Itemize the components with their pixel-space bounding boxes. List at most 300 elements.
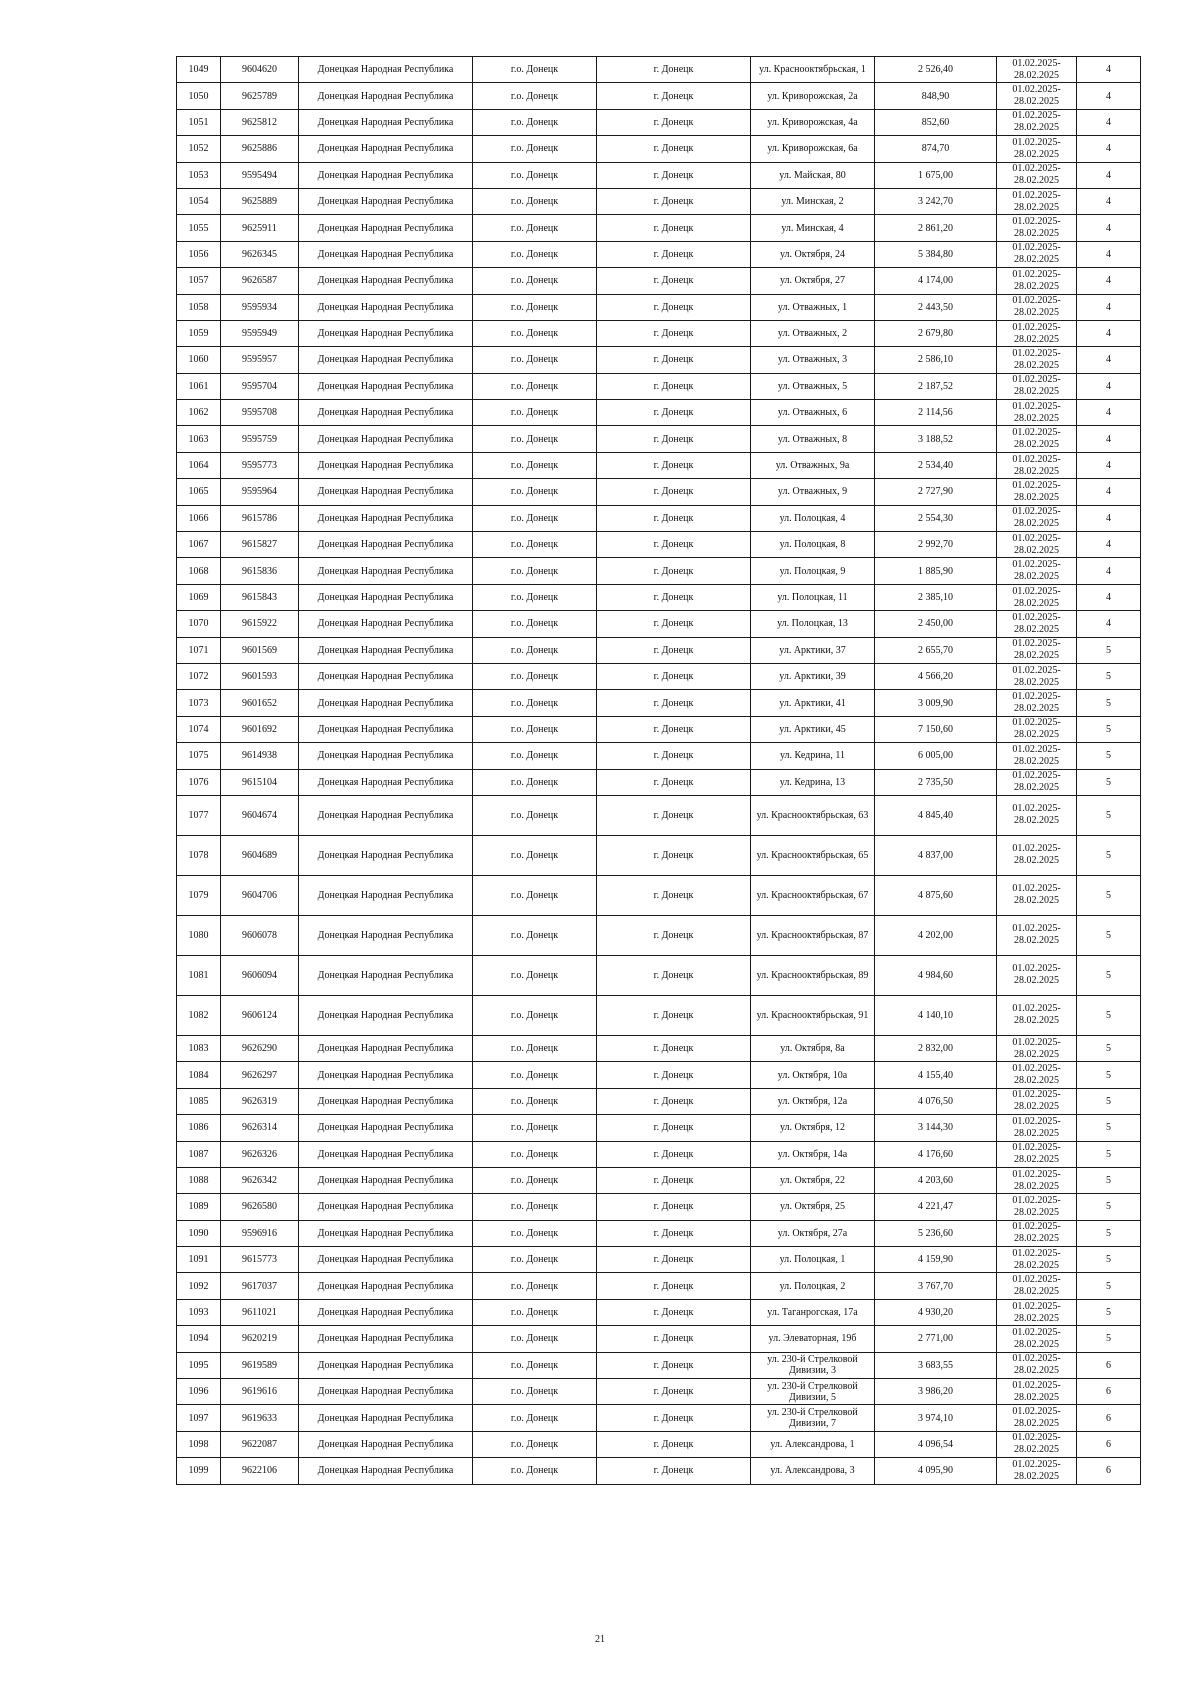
object-id-cell: 9620219 — [221, 1326, 299, 1352]
city-cell: г. Донецк — [597, 1141, 751, 1167]
city-cell: г. Донецк — [597, 1405, 751, 1431]
area-cell: 4 176,60 — [875, 1141, 997, 1167]
area-cell: 2 735,50 — [875, 769, 997, 795]
object-id-cell: 9626326 — [221, 1141, 299, 1167]
area-cell: 3 683,55 — [875, 1352, 997, 1378]
region-cell: Донецкая Народная Республика — [299, 505, 473, 531]
area-cell: 874,70 — [875, 136, 997, 162]
area-cell: 6 005,00 — [875, 743, 997, 769]
table-row — [177, 1431, 1141, 1457]
period-cell: 01.02.2025-28.02.2025 — [997, 1035, 1077, 1061]
row-number-cell: 1091 — [177, 1247, 221, 1273]
region-cell: Донецкая Народная Республика — [299, 743, 473, 769]
object-id-cell: 9606078 — [221, 915, 299, 955]
city-cell: г. Донецк — [597, 716, 751, 742]
row-number-cell: 1083 — [177, 1035, 221, 1061]
group-cell: 4 — [1077, 109, 1141, 135]
row-number-cell: 1062 — [177, 400, 221, 426]
district-cell: г.о. Донецк — [473, 558, 597, 584]
group-cell: 4 — [1077, 83, 1141, 109]
period-cell: 01.02.2025-28.02.2025 — [997, 995, 1077, 1035]
city-cell: г. Донецк — [597, 162, 751, 188]
period-cell: 01.02.2025-28.02.2025 — [997, 716, 1077, 742]
district-cell: г.о. Донецк — [473, 294, 597, 320]
city-cell: г. Донецк — [597, 795, 751, 835]
address-cell: ул. Октября, 25 — [751, 1194, 875, 1220]
object-id-cell: 9595708 — [221, 400, 299, 426]
address-cell: ул. Октября, 12 — [751, 1115, 875, 1141]
period-cell: 01.02.2025-28.02.2025 — [997, 426, 1077, 452]
row-number-cell: 1099 — [177, 1458, 221, 1484]
table-row — [177, 1379, 1141, 1405]
district-cell: г.о. Донецк — [473, 268, 597, 294]
district-cell: г.о. Донецк — [473, 532, 597, 558]
district-cell: г.о. Донецк — [473, 83, 597, 109]
row-number-cell: 1087 — [177, 1141, 221, 1167]
region-cell: Донецкая Народная Республика — [299, 1035, 473, 1061]
district-cell: г.о. Донецк — [473, 637, 597, 663]
area-cell: 2 187,52 — [875, 373, 997, 399]
region-cell: Донецкая Народная Республика — [299, 215, 473, 241]
address-cell: ул. Краснооктябрьская, 67 — [751, 875, 875, 915]
address-cell: ул. Октября, 24 — [751, 241, 875, 267]
region-cell: Донецкая Народная Республика — [299, 1352, 473, 1378]
register-table — [176, 56, 1141, 1485]
city-cell: г. Донецк — [597, 875, 751, 915]
table-row — [177, 835, 1141, 875]
period-cell: 01.02.2025-28.02.2025 — [997, 611, 1077, 637]
object-id-cell: 9626345 — [221, 241, 299, 267]
group-cell: 4 — [1077, 584, 1141, 610]
area-cell: 2 385,10 — [875, 584, 997, 610]
area-cell: 3 986,20 — [875, 1379, 997, 1405]
district-cell: г.о. Донецк — [473, 136, 597, 162]
region-cell: Донецкая Народная Республика — [299, 347, 473, 373]
city-cell: г. Донецк — [597, 1167, 751, 1193]
area-cell: 2 443,50 — [875, 294, 997, 320]
period-cell: 01.02.2025-28.02.2025 — [997, 1247, 1077, 1273]
region-cell: Донецкая Народная Республика — [299, 83, 473, 109]
city-cell: г. Донецк — [597, 1062, 751, 1088]
row-number-cell: 1081 — [177, 955, 221, 995]
city-cell: г. Донецк — [597, 743, 751, 769]
page-number: 21 — [595, 1634, 605, 1645]
city-cell: г. Донецк — [597, 1273, 751, 1299]
region-cell: Донецкая Народная Республика — [299, 426, 473, 452]
table-row — [177, 716, 1141, 742]
area-cell: 848,90 — [875, 83, 997, 109]
district-cell: г.о. Донецк — [473, 955, 597, 995]
object-id-cell: 9615104 — [221, 769, 299, 795]
table-row — [177, 584, 1141, 610]
area-cell: 3 767,70 — [875, 1273, 997, 1299]
object-id-cell: 9596916 — [221, 1220, 299, 1246]
city-cell: г. Донецк — [597, 1431, 751, 1457]
row-number-cell: 1055 — [177, 215, 221, 241]
address-cell: ул. Отважных, 1 — [751, 294, 875, 320]
table-row — [177, 1141, 1141, 1167]
table-row — [177, 162, 1141, 188]
district-cell: г.о. Донецк — [473, 109, 597, 135]
row-number-cell: 1064 — [177, 452, 221, 478]
object-id-cell: 9615827 — [221, 532, 299, 558]
object-id-cell: 9625789 — [221, 83, 299, 109]
object-id-cell: 9595934 — [221, 294, 299, 320]
table-row — [177, 83, 1141, 109]
table-row — [177, 690, 1141, 716]
area-cell: 3 974,10 — [875, 1405, 997, 1431]
group-cell: 5 — [1077, 995, 1141, 1035]
period-cell: 01.02.2025-28.02.2025 — [997, 188, 1077, 214]
district-cell: г.о. Донецк — [473, 320, 597, 346]
row-number-cell: 1061 — [177, 373, 221, 399]
area-cell: 7 150,60 — [875, 716, 997, 742]
row-number-cell: 1059 — [177, 320, 221, 346]
region-cell: Донецкая Народная Республика — [299, 479, 473, 505]
row-number-cell: 1075 — [177, 743, 221, 769]
table-row — [177, 347, 1141, 373]
period-cell: 01.02.2025-28.02.2025 — [997, 109, 1077, 135]
row-number-cell: 1049 — [177, 57, 221, 83]
group-cell: 5 — [1077, 915, 1141, 955]
object-id-cell: 9606124 — [221, 995, 299, 1035]
city-cell: г. Донецк — [597, 663, 751, 689]
address-cell: ул. Арктики, 39 — [751, 663, 875, 689]
row-number-cell: 1060 — [177, 347, 221, 373]
table-row — [177, 995, 1141, 1035]
group-cell: 5 — [1077, 1247, 1141, 1273]
group-cell: 4 — [1077, 426, 1141, 452]
address-cell: ул. Полоцкая, 8 — [751, 532, 875, 558]
table-row — [177, 637, 1141, 663]
period-cell: 01.02.2025-28.02.2025 — [997, 1326, 1077, 1352]
row-number-cell: 1080 — [177, 915, 221, 955]
table-row — [177, 109, 1141, 135]
table-row — [177, 955, 1141, 995]
group-cell: 6 — [1077, 1458, 1141, 1484]
group-cell: 4 — [1077, 505, 1141, 531]
city-cell: г. Донецк — [597, 558, 751, 584]
object-id-cell: 9595964 — [221, 479, 299, 505]
table-row — [177, 320, 1141, 346]
address-cell: ул. Отважных, 6 — [751, 400, 875, 426]
district-cell: г.о. Донецк — [473, 400, 597, 426]
period-cell: 01.02.2025-28.02.2025 — [997, 1194, 1077, 1220]
object-id-cell: 9604620 — [221, 57, 299, 83]
region-cell: Донецкая Народная Республика — [299, 1273, 473, 1299]
district-cell: г.о. Донецк — [473, 1458, 597, 1484]
group-cell: 4 — [1077, 294, 1141, 320]
group-cell: 5 — [1077, 716, 1141, 742]
city-cell: г. Донецк — [597, 400, 751, 426]
region-cell: Донецкая Народная Республика — [299, 452, 473, 478]
period-cell: 01.02.2025-28.02.2025 — [997, 479, 1077, 505]
area-cell: 4 566,20 — [875, 663, 997, 689]
row-number-cell: 1054 — [177, 188, 221, 214]
district-cell: г.о. Донецк — [473, 915, 597, 955]
object-id-cell: 9595773 — [221, 452, 299, 478]
group-cell: 5 — [1077, 1220, 1141, 1246]
region-cell: Донецкая Народная Республика — [299, 1062, 473, 1088]
period-cell: 01.02.2025-28.02.2025 — [997, 1088, 1077, 1114]
row-number-cell: 1093 — [177, 1299, 221, 1325]
address-cell: ул. Александрова, 3 — [751, 1458, 875, 1484]
city-cell: г. Донецк — [597, 1035, 751, 1061]
row-number-cell: 1051 — [177, 109, 221, 135]
table-row — [177, 57, 1141, 83]
area-cell: 4 984,60 — [875, 955, 997, 995]
table-row — [177, 400, 1141, 426]
address-cell: ул. Полоцкая, 13 — [751, 611, 875, 637]
object-id-cell: 9622087 — [221, 1431, 299, 1457]
period-cell: 01.02.2025-28.02.2025 — [997, 875, 1077, 915]
area-cell: 4 159,90 — [875, 1247, 997, 1273]
table-row — [177, 915, 1141, 955]
group-cell: 5 — [1077, 1088, 1141, 1114]
area-cell: 4 875,60 — [875, 875, 997, 915]
table-row — [177, 1299, 1141, 1325]
address-cell: ул. Октября, 27 — [751, 268, 875, 294]
city-cell: г. Донецк — [597, 57, 751, 83]
region-cell: Донецкая Народная Республика — [299, 769, 473, 795]
group-cell: 4 — [1077, 188, 1141, 214]
city-cell: г. Донецк — [597, 995, 751, 1035]
group-cell: 4 — [1077, 136, 1141, 162]
city-cell: г. Донецк — [597, 83, 751, 109]
period-cell: 01.02.2025-28.02.2025 — [997, 57, 1077, 83]
group-cell: 4 — [1077, 373, 1141, 399]
area-cell: 2 450,00 — [875, 611, 997, 637]
row-number-cell: 1094 — [177, 1326, 221, 1352]
object-id-cell: 9614938 — [221, 743, 299, 769]
city-cell: г. Донецк — [597, 835, 751, 875]
table-row — [177, 188, 1141, 214]
group-cell: 5 — [1077, 663, 1141, 689]
object-id-cell: 9604689 — [221, 835, 299, 875]
group-cell: 4 — [1077, 452, 1141, 478]
group-cell: 4 — [1077, 558, 1141, 584]
table-row — [177, 1062, 1141, 1088]
row-number-cell: 1079 — [177, 875, 221, 915]
district-cell: г.о. Донецк — [473, 716, 597, 742]
address-cell: ул. Краснооктябрьская, 89 — [751, 955, 875, 995]
group-cell: 6 — [1077, 1405, 1141, 1431]
table-row — [177, 1458, 1141, 1484]
period-cell: 01.02.2025-28.02.2025 — [997, 690, 1077, 716]
address-cell: ул. Полоцкая, 1 — [751, 1247, 875, 1273]
city-cell: г. Донецк — [597, 915, 751, 955]
table-row — [177, 611, 1141, 637]
area-cell: 4 076,50 — [875, 1088, 997, 1114]
row-number-cell: 1092 — [177, 1273, 221, 1299]
area-cell: 2 771,00 — [875, 1326, 997, 1352]
city-cell: г. Донецк — [597, 241, 751, 267]
object-id-cell: 9604674 — [221, 795, 299, 835]
city-cell: г. Донецк — [597, 1352, 751, 1378]
area-cell: 4 174,00 — [875, 268, 997, 294]
address-cell: ул. Отважных, 5 — [751, 373, 875, 399]
row-number-cell: 1069 — [177, 584, 221, 610]
period-cell: 01.02.2025-28.02.2025 — [997, 294, 1077, 320]
area-cell: 2 727,90 — [875, 479, 997, 505]
object-id-cell: 9619616 — [221, 1379, 299, 1405]
city-cell: г. Донецк — [597, 690, 751, 716]
object-id-cell: 9615786 — [221, 505, 299, 531]
period-cell: 01.02.2025-28.02.2025 — [997, 835, 1077, 875]
group-cell: 5 — [1077, 690, 1141, 716]
district-cell: г.о. Донецк — [473, 835, 597, 875]
address-cell: ул. Таганрогская, 17а — [751, 1299, 875, 1325]
address-cell: ул. Краснооктябрьская, 91 — [751, 995, 875, 1035]
group-cell: 6 — [1077, 1431, 1141, 1457]
region-cell: Донецкая Народная Республика — [299, 1194, 473, 1220]
district-cell: г.о. Донецк — [473, 1141, 597, 1167]
row-number-cell: 1090 — [177, 1220, 221, 1246]
city-cell: г. Донецк — [597, 769, 751, 795]
period-cell: 01.02.2025-28.02.2025 — [997, 1458, 1077, 1484]
region-cell: Донецкая Народная Республика — [299, 136, 473, 162]
area-cell: 2 992,70 — [875, 532, 997, 558]
address-cell: ул. Майская, 80 — [751, 162, 875, 188]
group-cell: 5 — [1077, 1115, 1141, 1141]
period-cell: 01.02.2025-28.02.2025 — [997, 1062, 1077, 1088]
period-cell: 01.02.2025-28.02.2025 — [997, 743, 1077, 769]
group-cell: 5 — [1077, 1035, 1141, 1061]
group-cell: 4 — [1077, 320, 1141, 346]
region-cell: Донецкая Народная Республика — [299, 558, 473, 584]
row-number-cell: 1097 — [177, 1405, 221, 1431]
table-row — [177, 1088, 1141, 1114]
city-cell: г. Донецк — [597, 215, 751, 241]
region-cell: Донецкая Народная Республика — [299, 995, 473, 1035]
object-id-cell: 9601692 — [221, 716, 299, 742]
region-cell: Донецкая Народная Республика — [299, 188, 473, 214]
district-cell: г.о. Донецк — [473, 611, 597, 637]
group-cell: 5 — [1077, 1194, 1141, 1220]
group-cell: 5 — [1077, 637, 1141, 663]
address-cell: ул. Арктики, 41 — [751, 690, 875, 716]
city-cell: г. Донецк — [597, 1115, 751, 1141]
area-cell: 4 155,40 — [875, 1062, 997, 1088]
address-cell: ул. Краснооктябрьская, 65 — [751, 835, 875, 875]
table-row — [177, 241, 1141, 267]
object-id-cell: 9604706 — [221, 875, 299, 915]
table-row — [177, 136, 1141, 162]
row-number-cell: 1065 — [177, 479, 221, 505]
row-number-cell: 1050 — [177, 83, 221, 109]
city-cell: г. Донецк — [597, 320, 751, 346]
table-row — [177, 294, 1141, 320]
group-cell: 4 — [1077, 162, 1141, 188]
object-id-cell: 9615773 — [221, 1247, 299, 1273]
table-row — [177, 1167, 1141, 1193]
region-cell: Донецкая Народная Республика — [299, 1299, 473, 1325]
table-row — [177, 795, 1141, 835]
object-id-cell: 9626342 — [221, 1167, 299, 1193]
region-cell: Донецкая Народная Республика — [299, 162, 473, 188]
city-cell: г. Донецк — [597, 452, 751, 478]
group-cell: 4 — [1077, 215, 1141, 241]
object-id-cell: 9601652 — [221, 690, 299, 716]
object-id-cell: 9626587 — [221, 268, 299, 294]
region-cell: Донецкая Народная Республика — [299, 637, 473, 663]
area-cell: 4 221,47 — [875, 1194, 997, 1220]
city-cell: г. Донецк — [597, 1247, 751, 1273]
district-cell: г.о. Донецк — [473, 1273, 597, 1299]
period-cell: 01.02.2025-28.02.2025 — [997, 268, 1077, 294]
district-cell: г.о. Донецк — [473, 743, 597, 769]
region-cell: Донецкая Народная Республика — [299, 294, 473, 320]
table-row — [177, 1194, 1141, 1220]
table-row — [177, 1247, 1141, 1273]
district-cell: г.о. Донецк — [473, 663, 597, 689]
district-cell: г.о. Донецк — [473, 584, 597, 610]
address-cell: ул. Кедрина, 11 — [751, 743, 875, 769]
row-number-cell: 1084 — [177, 1062, 221, 1088]
address-cell: ул. Полоцкая, 11 — [751, 584, 875, 610]
city-cell: г. Донецк — [597, 584, 751, 610]
period-cell: 01.02.2025-28.02.2025 — [997, 663, 1077, 689]
region-cell: Донецкая Народная Республика — [299, 795, 473, 835]
district-cell: г.о. Донецк — [473, 1299, 597, 1325]
group-cell: 5 — [1077, 743, 1141, 769]
area-cell: 3 144,30 — [875, 1115, 997, 1141]
table-row — [177, 452, 1141, 478]
group-cell: 5 — [1077, 955, 1141, 995]
area-cell: 4 096,54 — [875, 1431, 997, 1457]
object-id-cell: 9595759 — [221, 426, 299, 452]
address-cell: ул. Арктики, 37 — [751, 637, 875, 663]
city-cell: г. Донецк — [597, 532, 751, 558]
region-cell: Донецкая Народная Республика — [299, 1167, 473, 1193]
address-cell: ул. Криворожская, 4а — [751, 109, 875, 135]
area-cell: 5 236,60 — [875, 1220, 997, 1246]
district-cell: г.о. Донецк — [473, 1247, 597, 1273]
period-cell: 01.02.2025-28.02.2025 — [997, 584, 1077, 610]
row-number-cell: 1088 — [177, 1167, 221, 1193]
row-number-cell: 1085 — [177, 1088, 221, 1114]
group-cell: 4 — [1077, 347, 1141, 373]
region-cell: Донецкая Народная Республика — [299, 241, 473, 267]
address-cell: ул. Октября, 8а — [751, 1035, 875, 1061]
object-id-cell: 9615843 — [221, 584, 299, 610]
district-cell: г.о. Донецк — [473, 769, 597, 795]
district-cell: г.о. Донецк — [473, 1167, 597, 1193]
table-row — [177, 875, 1141, 915]
region-cell: Донецкая Народная Республика — [299, 268, 473, 294]
period-cell: 01.02.2025-28.02.2025 — [997, 795, 1077, 835]
area-cell: 4 845,40 — [875, 795, 997, 835]
table-row — [177, 505, 1141, 531]
period-cell: 01.02.2025-28.02.2025 — [997, 320, 1077, 346]
area-cell: 1 675,00 — [875, 162, 997, 188]
district-cell: г.о. Донецк — [473, 57, 597, 83]
period-cell: 01.02.2025-28.02.2025 — [997, 400, 1077, 426]
area-cell: 4 203,60 — [875, 1167, 997, 1193]
district-cell: г.о. Донецк — [473, 1062, 597, 1088]
city-cell: г. Донецк — [597, 373, 751, 399]
district-cell: г.о. Донецк — [473, 1352, 597, 1378]
region-cell: Донецкая Народная Республика — [299, 57, 473, 83]
district-cell: г.о. Донецк — [473, 1115, 597, 1141]
address-cell: ул. Октября, 27а — [751, 1220, 875, 1246]
period-cell: 01.02.2025-28.02.2025 — [997, 769, 1077, 795]
region-cell: Донецкая Народная Республика — [299, 400, 473, 426]
district-cell: г.о. Донецк — [473, 215, 597, 241]
period-cell: 01.02.2025-28.02.2025 — [997, 1352, 1077, 1378]
period-cell: 01.02.2025-28.02.2025 — [997, 215, 1077, 241]
city-cell: г. Донецк — [597, 1458, 751, 1484]
